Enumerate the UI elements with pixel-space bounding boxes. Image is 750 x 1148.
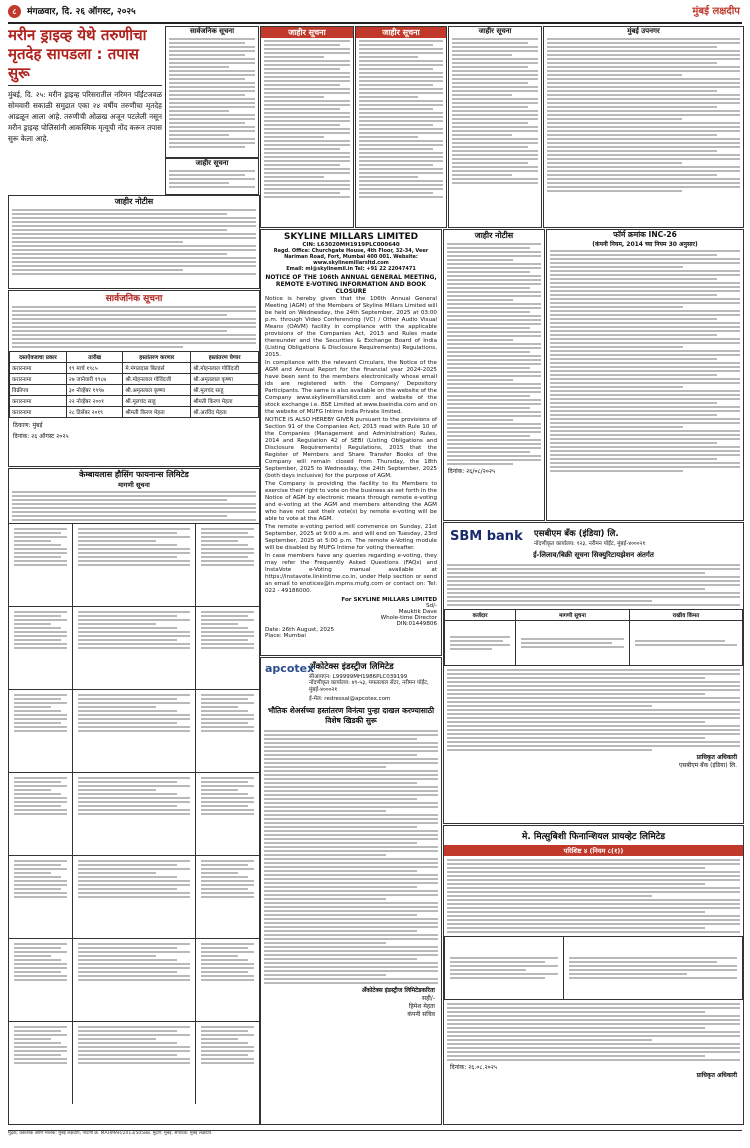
notice-title: सार्वजनिक सूचना: [189, 27, 235, 35]
table-cell: श्री.मोहनलाल गोविंदजी: [191, 363, 259, 374]
table-header: हस्तांतरण करणार: [123, 352, 191, 363]
sbm-logo: SBM bank: [450, 529, 523, 544]
sign-sd: Sd/-: [425, 603, 437, 609]
notice-body-6: In case members have any queries regarding e-voting, they may refer the Frequently Asked Questions (FAQs) and InstaVote e-Voting manual available at https://instavote.linkintime.co.in, under Help section or send an email to enotices@in.mpms.mufg.com or contact on: Tel: 022 - 49186000.: [265, 553, 437, 594]
sbm-notice: [443, 522, 744, 824]
notice-title: जाहीर सूचना: [356, 27, 446, 38]
company-email: ई-मेल: redressal@apcotex.com: [309, 696, 391, 702]
notice-title: फॉर्म क्रमांक INC-26: [613, 230, 677, 239]
list-item: [9, 523, 259, 606]
designation: Whole-time Director: [380, 615, 437, 621]
table-cell: श्री.मूलचंद साहू: [123, 396, 191, 407]
general-notice-table: [9, 351, 259, 418]
jahir-notice-right: [443, 229, 545, 521]
list-item: [9, 606, 259, 689]
notice-subtitle: मुंबई उपनगर: [627, 27, 660, 35]
public-notice-3: [355, 26, 447, 228]
table-row: [10, 396, 259, 407]
page-number-date: [8, 4, 136, 18]
bank-title: एसबीएम बँक (इंडिया) लि.: [534, 529, 619, 539]
table-row: [10, 407, 259, 418]
date-label: दिनांक: २६/०८/२०२५: [448, 468, 496, 475]
notice-body-5: The remote e-voting period will commence on Sunday, 21st September, 2025 at 9:00 a.m. and will end on Tuesday, 23rd September, 2025 at 5:00 p.m. The remote e-Voting module will be disabled by MUFG Intime for voting thereafter.: [265, 524, 437, 551]
table-cell: २२ नोव्हेंबर २००१: [66, 396, 123, 407]
public-notice-2: [260, 26, 354, 228]
date-label: Date: 26th August, 2025: [265, 627, 335, 633]
table-cell: श्री.अमृतलाल कृष्णा: [123, 385, 191, 396]
notice-subtitle: (कंपनी नियम, 2014 च्या नियम 30 अनुसार): [592, 241, 698, 248]
notice-title: जाहीर सूचना: [478, 27, 512, 35]
table-cell: २७ जानेवारी १९८७: [66, 374, 123, 385]
company-cin: CIN: L63020MH1919PLC000640: [302, 242, 400, 248]
notice-title: जाहीर नोटीस: [474, 231, 514, 240]
table-row: [10, 363, 259, 374]
lead-story-body: मुंबई, दि. २५: मरीन ड्राइव्ह परिसरातील नरिमन पॉईंटजवळ सोमवारी सकाळी समुद्रात एका २४ वर्षीय तरुणीचा मृतदेह आढळून आला आहे. तरुणीची ओळख अजून पटलेली नसून मरीन ड्राइव्ह पोलिसांनी आकस्मिक मृत्यूची नोंद करून तपास सुरू केला आहे.: [8, 90, 162, 143]
sbm-table: [444, 609, 743, 666]
table-header: राखीव किंमत: [629, 610, 742, 621]
public-notice-1: [165, 26, 259, 158]
company-title: मे. मित्सुबिशी फिनान्शियल प्रायव्हेट लिमिटेड: [521, 832, 666, 842]
page-header: [8, 0, 742, 24]
table-header: दस्तऐवजाचा प्रकार: [10, 352, 67, 363]
notice-right-top: [448, 26, 542, 228]
inc26-notice: [546, 229, 744, 521]
date-label: दिनांक: २६ ऑगस्ट २०२५: [13, 433, 69, 440]
headline-line2: मृतदेह सापडला : तपास सुरू: [8, 45, 162, 86]
table-header: कर्जदार: [445, 610, 516, 621]
notice-body-1: Notice is hereby given that the 106th Annual General Meeting (AGM) of the Members of Skyline Millars Limited will be held on Wednesday, the 24th September, 2025 at 03:00 p.m. through Video Conferencing (VC) / Other Audio Visual Means (OAVM) facility in compliance with the applicable provisions of the Companies Act, 2013 and Rules made thereunder and the Securities & Exchange Board of India (Listing Obligations & Disclosure Requirements) Regulations, 2015.: [265, 296, 437, 358]
headline-line1: मरीन ड्राइव्ह येथे तरुणीचा: [8, 26, 147, 44]
notice-heading-1: NOTICE OF THE 106th ANNUAL GENERAL MEETING,: [265, 274, 437, 281]
table-cell: श्री.मूलचंद साहू: [191, 385, 259, 396]
list-item: [9, 772, 259, 855]
page-number: ८: [8, 5, 21, 18]
company-office: नोंदणीकृत कार्यालय: ४९-५३, मफतलाल सेंटर, नरीमन पॉईंट, मुंबई-४०००२१: [309, 680, 429, 693]
page-footer: मुद्रक, प्रकाशक आणि मालक: मुंबई लक्षदीप, नोंदणी क्र. MAHMAR/2013/50588. मुद्रण: मुंबई. संपादक: मुंबई लक्षदीप.: [8, 1130, 742, 1145]
notice-bar: परिशिष्ट ४ (नियम ८(१)): [444, 845, 743, 856]
skyline-notice: [260, 229, 442, 656]
notice-body-2: In compliance with the relevant Circulars, the Notice of the AGM and Annual Report for the financial year 2024-2025 have been sent to the members electronically whose email ids are registered with the Company/ Depository Participants. The same is also available on the website of the Company www.skylinemillarsltd.com and website of the stock exchange i.e. BSE Limited at www.bseindia.com and on the website of MUFG Intime India Private limited.: [265, 360, 437, 415]
table-cell: १९ मार्च १९८५: [66, 363, 123, 374]
table-cell: करारनामा: [10, 374, 67, 385]
notice-subtitle: मागणी सूचना: [118, 481, 150, 489]
publication-name: मुंबई लक्षदीप: [692, 6, 740, 17]
table-row: [10, 374, 259, 385]
mitsubishi-notice: [443, 825, 744, 1125]
company-title: SKYLINE MILLARS LIMITED: [283, 232, 419, 242]
signatory: Mauktik Dave: [398, 609, 437, 615]
general-notice: [8, 290, 260, 467]
table-cell: श्रीमती किरण मेहता: [123, 407, 191, 418]
notice-title: जाहीर सूचना: [261, 27, 353, 38]
signatory: हिमेश मेहता: [408, 1003, 435, 1010]
notice-title: जाहीर नोटीस: [114, 197, 154, 206]
table-header: मागणी सूचना: [516, 610, 630, 621]
din: DIN:01449806: [396, 621, 437, 627]
table-cell: श्री.अरविंद मेहता: [191, 407, 259, 418]
designation: कंपनी सचिव: [407, 1011, 435, 1018]
date-label: दिनांक: २६.०८.२०२५: [450, 1064, 497, 1071]
page-date: मंगळवार, दि. २६ ऑगस्ट, २०२५: [27, 7, 136, 17]
table-header: तारीख: [66, 352, 123, 363]
apcotex-notice: [260, 657, 442, 1125]
table-cell: करारनामा: [10, 396, 67, 407]
kemdev-notice: [8, 468, 260, 1125]
notice-body-4: The Company is providing the facility to its Members to exercise their right to vote on the business as set forth in the Notice of AGM by electronic means through remote e-voting and e-voting at the AGM and members attending the AGM who have not cast their vote(s) by remote e-voting will be able to vote at the AGM.: [265, 481, 437, 522]
apcotex-logo: apcotex: [265, 662, 315, 675]
list-item: [9, 689, 259, 772]
public-notice-1b: [165, 158, 259, 195]
company-title: अँकोटेक्स इंडस्ट्रीज लिमिटेड: [309, 662, 394, 672]
table-cell: २८ डिसेंबर २०१९: [66, 407, 123, 418]
bank-name: एसबीएम बँक (इंडिया) लि.: [679, 762, 737, 769]
mitsubishi-table: [444, 936, 743, 1000]
sign-sd: सही/-: [422, 995, 435, 1002]
list-item: [9, 855, 259, 938]
place-label: ठिकाण: मुंबई: [13, 422, 43, 429]
notice-title: सार्वजनिक सूचना: [105, 294, 163, 304]
company-email: Email: ml@skylinemil.in Tel: +91 22 22047471: [286, 266, 416, 272]
table-cell: श्री.अमृतलाल कृष्णा: [191, 374, 259, 385]
notice-title: भौतिक शेअर्सच्या हस्तांतरण विनंत्या पुन्हा दाखल करण्यासाठी विशेष खिडकी सुरू: [267, 706, 435, 725]
table-cell: ३० नोव्हेंबर १९९७: [66, 385, 123, 396]
table-header: हस्तांतरण घेणार: [191, 352, 259, 363]
place-label: Place: Mumbai: [265, 633, 306, 639]
table-cell: विक्रीपत्र: [10, 385, 67, 396]
notice-heading-2: REMOTE E-VOTING INFORMATION AND BOOK CLOSURE: [275, 281, 427, 295]
notice-title: ई-लिलाव/बिक्री सूचना सिक्युरिटायझेशन अंतर्गत: [533, 551, 654, 559]
company-cin: सीआयएन: L99999MH1986PLC039199: [309, 674, 408, 680]
table-cell: करारनामा: [10, 363, 67, 374]
auth-officer: प्राधिकृत अधिकारी: [696, 1072, 737, 1079]
notice-title: जाहीर सूचना: [195, 159, 229, 167]
table-row: [10, 385, 259, 396]
table-cell: मे.मंगलदास बिल्डर्स: [123, 363, 191, 374]
table-cell: श्री.मोहनलाल गोविंदजी: [123, 374, 191, 385]
table-cell: श्रीमती किरण मेहता: [191, 396, 259, 407]
jahir-notice-left: [8, 195, 260, 289]
sign-for: अँकोटेक्स इंडस्ट्रीज लिमिटेडकरिता: [361, 987, 435, 994]
list-item: [9, 938, 259, 1021]
company-address: Regd. Office: Churchgate House, 4th Floor, 32-34, Veer Nariman Road, Fort, Mumbai 400 001. Website: www.skylinemillarsltd.com: [273, 248, 429, 266]
notice-title: केम्बायलास हौसिंग फायनान्स लिमिटेड: [79, 470, 189, 479]
table-cell: करारनामा: [10, 407, 67, 418]
bank-office: नोंदणीकृत कार्यालय: १२३, नरीमन पॉईंट, मुंबई-४०००२१: [534, 541, 646, 547]
sign-for: For SKYLINE MILLARS LIMITED: [341, 597, 437, 603]
list-item: [9, 1021, 259, 1104]
notice-body-3: NOTICE IS ALSO HEREBY GIVEN pursuant to the provisions of Section 91 of the Companies Act, 2013 read with Rule 10 of the Companies (Management and Administration) Rules, 2014 and Regulation 42 of SEBI (Listing Obligations and Disclosure Requirements) Regulations, 2015 that the Register of Members and Share Transfer Books of the Company will remain closed from Thursday, the 18th September, 2025 to Wednesday, the 24th September, 2025 (both days inclusive) for the purpose of AGM.: [265, 417, 437, 479]
mumbai-notice: [543, 26, 744, 228]
auth-officer: प्राधिकृत अधिकारी: [696, 754, 737, 761]
lead-story: [8, 26, 162, 191]
